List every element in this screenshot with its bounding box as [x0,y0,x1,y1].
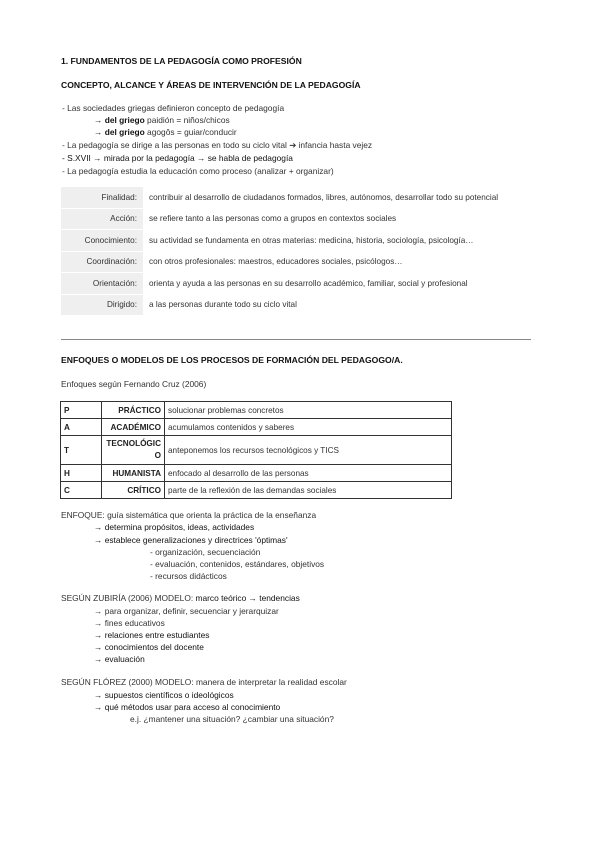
table-row [61,295,498,316]
table-row [61,252,498,273]
enfoque-item-2: → establece generalizaciones y directrices 'óptimas' [94,535,288,545]
enfoque-subitem-2: - evaluación, contenidos, estándares, objetivos [150,559,325,569]
section-heading-enfoques: ENFOQUES O MODELOS DE LOS PROCESOS DE FORMACIÓN DEL PEDAGOGO/A. [61,355,403,365]
zubiria-lead: SEGÚN ZUBIRÍA (2006) MODELO: marco teórico → tendencias [61,593,300,603]
enfoque-definition: ENFOQUE: guía sistemática que orienta la práctica de la enseñanza [61,510,317,520]
property-value: a las personas durante todo su ciclo vital [149,300,297,310]
enfoque-letter: H [61,465,102,482]
enfoque-desc: acumulamos contenidos y saberes [165,419,452,436]
property-key: Acción: [61,209,143,230]
enfoques-table [60,401,452,499]
enfoque-subitem-3: - recursos didácticos [150,571,227,581]
florez-item-1: → supuestos científicos o ideológicos [94,690,234,700]
bullet-1a: → del griego paidión = niños/chicos [94,115,230,125]
enfoque-item-1: → determina propósitos, ideas, actividades [94,522,255,532]
property-value: con otros profesionales: maestros, educadores sociales, psicólogos… [149,257,403,267]
enfoque-subitem-1: - organización, secuenciación [150,547,261,557]
enfoque-desc: solucionar problemas concretos [165,402,452,419]
horizontal-divider [61,339,531,340]
property-key: Conocimiento: [61,230,143,251]
property-value: orienta y ayuda a las personas en su desarrollo académico, familiar, social y profesional [149,278,468,288]
property-key: Orientación: [61,273,143,294]
enfoque-name: CRÍTICO [102,482,165,499]
enfoques-source: Enfoques según Fernando Cruz (2006) [61,379,207,389]
table-row [61,482,452,499]
table-row [61,187,498,208]
property-key: Finalidad: [61,187,143,208]
zubiria-item-3: → relaciones entre estudiantes [94,630,210,640]
table-row [61,465,452,482]
bullet-4: - La pedagogía estudia la educación como proceso (analizar + organizar) [62,166,334,176]
bullet-1: - Las sociedades griegas definieron concepto de pedagogía [62,103,285,113]
zubiria-item-2: → fines educativos [94,618,165,628]
florez-lead: SEGÚN FLÓREZ (2000) MODELO: manera de interpretar la realidad escolar [61,677,347,687]
property-key: Coordinación: [61,252,143,273]
zubiria-item-1: → para organizar, definir, secuenciar y jerarquizar [94,606,279,616]
enfoque-letter: C [61,482,102,499]
florez-example: e.j. ¿mantener una situación? ¿cambiar una situación? [130,714,334,724]
enfoque-letter: P [61,402,102,419]
florez-item-2: → qué métodos usar para acceso al conocimiento [94,702,281,712]
enfoque-letter: T [61,436,102,465]
property-value: contribuir al desarrollo de ciudadanos formados, libres, autónomos, desarrollar todo su potencial [149,192,499,202]
bullet-1b: → del griego agogôs = guiar/conducir [94,127,237,137]
properties-table [61,186,498,316]
enfoque-name: HUMANISTA [102,465,165,482]
page-title: 1. FUNDAMENTOS DE LA PEDAGOGÍA COMO PROFESIÓN [61,56,302,66]
table-row [61,230,498,251]
enfoque-desc: parte de la reflexión de las demandas sociales [165,482,452,499]
table-row [61,402,452,419]
enfoque-desc: enfocado al desarrollo de las personas [165,465,452,482]
enfoque-letter: A [61,419,102,436]
enfoque-name: ACADÉMICO [102,419,165,436]
table-row [61,209,498,230]
enfoque-desc: anteponemos los recursos tecnológicos y TICS [165,436,452,465]
property-value: se refiere tanto a las personas como a grupos en contextos sociales [149,214,397,224]
bullet-3: - S.XVII → mirada por la pedagogía → se habla de pedagogía [62,153,293,163]
table-row [61,273,498,294]
table-row [61,436,452,465]
property-key: Dirigido: [61,295,143,316]
zubiria-item-4: → conocimientos del docente [94,642,204,652]
zubiria-item-5: → evaluación [94,654,145,664]
enfoque-name: PRÁCTICO [102,402,165,419]
property-value: su actividad se fundamenta en otras materias: medicina, historia, sociología, psicología… [149,235,474,245]
enfoque-name: TECNOLÓGIC O [102,436,165,465]
bullet-2: - La pedagogía se dirige a las personas en todo su ciclo vital ➔ infancia hasta vejez [62,140,373,150]
table-row [61,419,452,436]
section-subtitle: CONCEPTO, ALCANCE Y ÁREAS DE INTERVENCIÓN DE LA PEDAGOGÍA [61,80,361,90]
